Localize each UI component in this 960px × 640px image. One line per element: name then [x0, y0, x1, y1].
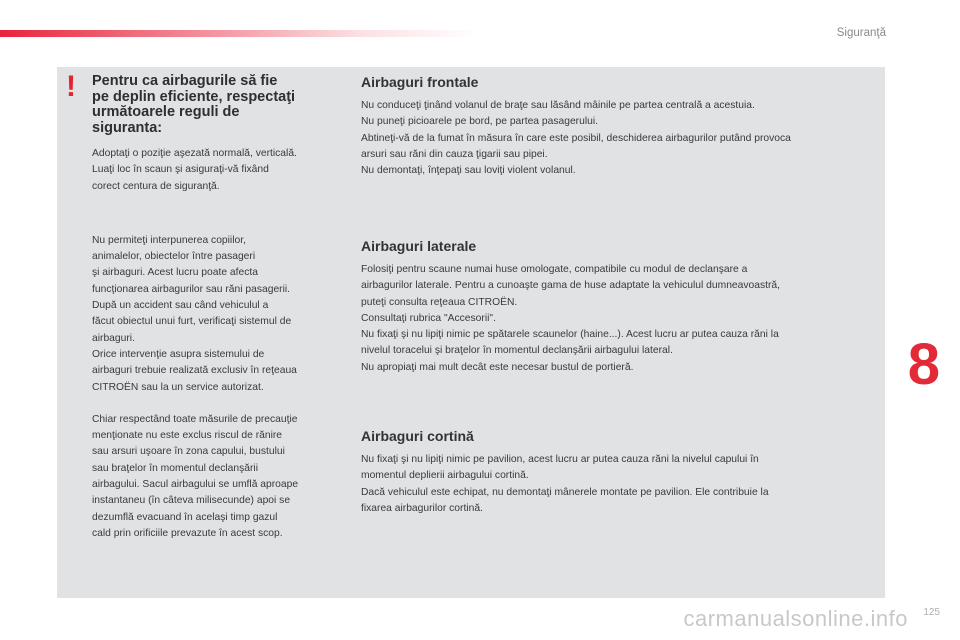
section-curtain	[361, 428, 881, 517]
page-number: 125	[923, 607, 940, 618]
section-title-lateral: Airbaguri laterale	[361, 238, 477, 254]
section-body-frontal: Nu conduceţi ţinând volanul de braţe sau lăsând mâinile pe partea centrală a acestuia. Nu puneţi picioarele pe bord, pe partea pasagerului. Abtineţi-vă de la fumat în măsura în care este posibil, deschiderea airbagurilor putând provoca arsuri sau răni din cauza ţigarii sau pipei. Nu demontaţi, înţepaţi sau loviţi violent volanul.	[361, 100, 791, 177]
warning-icon: !	[66, 70, 76, 103]
warning-title: Pentru ca airbagurile să fie pe deplin eficiente, respectaţi următoarele reguli de siguranta:	[92, 73, 296, 136]
section-frontal	[361, 74, 881, 179]
section-title-curtain: Airbaguri cortină	[361, 428, 474, 444]
header-accent-bar	[0, 30, 480, 37]
section-body-lateral: Folosiţi pentru scaune numai huse omologate, compatibile cu modul de declanşare a airbagurilor laterale. Pentru a cunoaşte gama de huse adaptate la vehiculul dumneavoastră, puteţi consulta reţeaua CITROËN. Consultaţi rubrica "Accesorii". Nu fixaţi şi nu lipiţi nimic pe spătarele scaunelor (haine...). Acest lucru ar putea cauza răni la nivelul toracelui şi braţelor în momentul declanşării airbagului lateral. Nu apropiaţi mai mult decât este necesar bustul de portieră.	[361, 264, 781, 373]
page-section-title: Siguranţă	[836, 27, 886, 39]
warning-column	[92, 74, 344, 542]
section-title-frontal: Airbaguri frontale	[361, 74, 479, 90]
chapter-number: 8	[907, 332, 940, 397]
warning-paragraph-3: Chiar respectând toate măsurile de precauţie menţionate nu este exclus riscul de rănire sau arsuri uşoare în zona capului, bustului sau braţelor în momentul declanşării airbagului. Sacul airbagului se umflă aproape instantaneu (în câteva milisecunde) apoi se dezumflă evacuand în acelaşi timp gazul cald prin orificiile prevazute în acest scop.	[92, 413, 299, 539]
warning-paragraph-1: Adoptaţi o poziţie aşezată normală, verticală. Luaţi loc în scaun şi asiguraţi-vă fixând corect centura de siguranţă.	[92, 148, 297, 192]
section-lateral	[361, 238, 881, 376]
warning-paragraph-2: Nu permiteţi interpunerea copiilor, animalelor, obiectelor între pasageri şi airbaguri. Acest lucru poate afecta funcţionarea airbagurilor sau răni pasagerii. După un accident sau când vehiculul a făcut obiectul unui furt, verificaţi sistemul de airbaguri. Orice intervenţie asupra sistemului de airbaguri trebuie realizată exclusiv în reţeaua CITROËN sau la un service autorizat.	[92, 234, 297, 393]
watermark-text: carmanualsonline.info	[683, 606, 908, 631]
section-body-curtain: Nu fixaţi şi nu lipiţi nimic pe pavilion, acest lucru ar putea cauza răni la nivelul capului în momentul deplierii airbagului cortină. Dacă vehiculul este echipat, nu demontaţi mânerele montate pe pavilion. Ele contribuie la fixarea airbagurilor cortină.	[361, 454, 769, 514]
